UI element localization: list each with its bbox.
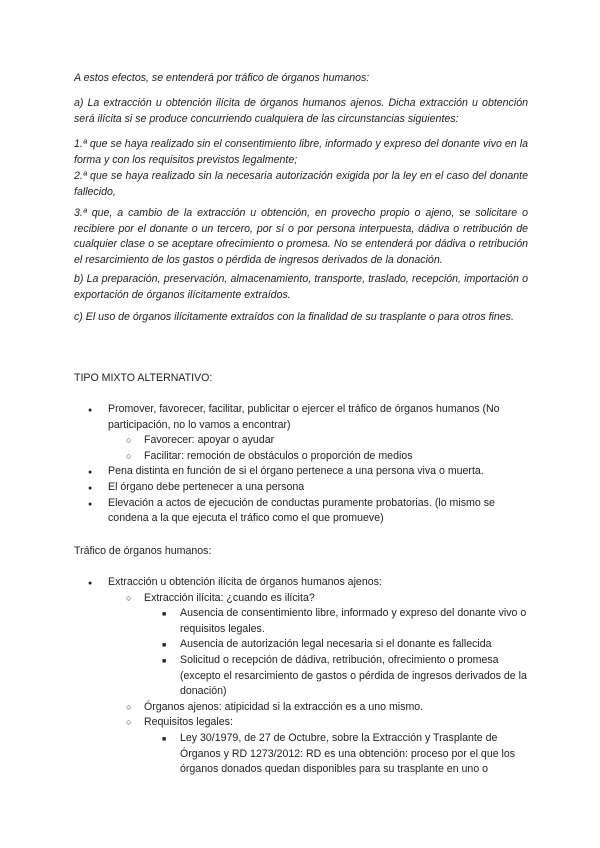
list-item xyxy=(74,591,528,607)
bullet-square-icon xyxy=(162,637,166,654)
list-item xyxy=(74,449,528,465)
list-item xyxy=(74,731,528,778)
bullet-disc-icon xyxy=(88,480,92,497)
intro-paragraph: A estos efectos, se entenderá por tráfico de órganos humanos: xyxy=(74,72,370,84)
paragraph-a1: 1.ª que se haya realizado sin el consentimiento libre, informado y expreso del donante vivo en la forma y con los requisitos previstos legalmente; xyxy=(74,138,528,166)
list-item-text: Órganos ajenos: atipicidad si la extracción es a uno mismo. xyxy=(144,700,424,713)
list-item-text: Ausencia de consentimiento libre, informado y expreso del donante vivo o requisitos legales. xyxy=(180,607,527,635)
list-item-text: Promover, favorecer, facilitar, publicitar o ejercer el tráfico de órganos humanos (No participación, no lo vamos a encontrar) xyxy=(108,403,500,431)
list-item xyxy=(74,433,528,449)
bullet-circle-icon xyxy=(126,700,131,716)
paragraph-c: c) El uso de órganos ilícitamente extraídos con la finalidad de su trasplante o para otros fines. xyxy=(74,311,514,323)
bullet-square-icon xyxy=(162,653,166,670)
bullet-disc-icon xyxy=(88,464,92,481)
list-item-text: Pena distinta en función de si el órgano pertenece a una persona viva o muerta. xyxy=(108,465,484,478)
bullet-disc-icon xyxy=(88,402,92,419)
trafico-heading: Tráfico de órganos humanos: xyxy=(74,545,212,557)
list-item-text: Extracción ilícita: ¿cuando es ilícita? xyxy=(144,591,315,604)
list-item xyxy=(74,606,528,637)
list-item-text: Solicitud o recepción de dádiva, retribución, ofrecimiento o promesa (excepto el resarcimiento de gastos o pérdida de ingresos derivados de la donación) xyxy=(180,653,527,698)
list-item xyxy=(74,700,528,716)
bullet-circle-icon xyxy=(126,449,131,465)
list-item-text: Ausencia de autorización legal necesaria si el donante es fallecida xyxy=(180,638,492,651)
paragraph-a: a) La extracción u obtención ilícita de órganos humanos ajenos. Dicha extracción u obtención será ilícita si se produce concurriendo cualquiera de las circunstancias siguientes: xyxy=(74,97,528,125)
list-item xyxy=(74,653,528,700)
bullet-square-icon xyxy=(162,731,166,748)
paragraph-a3: 3.ª que, a cambio de la extracción u obtención, en provecho propio o ajeno, se solicitare o recibiere por el donante o un tercero, por sí o por persona interpuesta, dádiva o retribución de cualquier clase o se aceptare ofrecimiento o promesa. No se entenderá por dádiva o retribución el resarcimiento de los gastos o pérdida de ingresos derivados de la donación. xyxy=(74,207,528,266)
list-item xyxy=(74,402,528,433)
list-item-text: Facilitar: remoción de obstáculos o proporción de medios xyxy=(144,449,413,462)
tipo-mixto-heading: TIPO MIXTO ALTERNATIVO: xyxy=(74,372,213,384)
list-item xyxy=(74,637,528,653)
list-item-text: Elevación a actos de ejecución de conductas puramente probatorias. (lo mismo se condena a la que ejecuta el tráfico como el que promueve) xyxy=(108,496,495,525)
paragraph-a2: 2.ª que se haya realizado sin la necesaria autorización exigida por la ley en el caso del donante fallecido, xyxy=(74,170,528,198)
bullet-circle-icon xyxy=(126,433,131,449)
list-item xyxy=(74,575,528,591)
list-item-text: Favorecer: apoyar o ayudar xyxy=(144,434,275,447)
list-item-text: Requisitos legales: xyxy=(144,716,233,729)
bullet-circle-icon xyxy=(126,715,131,731)
bullet-disc-icon xyxy=(88,496,92,513)
list-item xyxy=(74,464,528,480)
list-item xyxy=(74,496,528,527)
trafico-list xyxy=(74,575,528,778)
tipo-mixto-list xyxy=(74,402,528,527)
bullet-disc-icon xyxy=(88,575,92,592)
bullet-square-icon xyxy=(162,606,166,623)
list-item xyxy=(74,715,528,731)
list-item-text: Extracción u obtención ilícita de órganos humanos ajenos: xyxy=(108,576,382,588)
list-item xyxy=(74,480,528,496)
paragraph-b: b) La preparación, preservación, almacenamiento, transporte, traslado, recepción, importación o exportación de órganos ilícitamente extraídos. xyxy=(74,273,528,301)
list-item-text: El órgano debe pertenecer a una persona xyxy=(108,480,305,493)
bullet-circle-icon xyxy=(126,591,131,607)
list-item-text: Ley 30/1979, de 27 de Octubre, sobre la Extracción y Trasplante de Órganos y RD 1273/2012: RD es una obtención: proceso por el que los órganos donados quedan disponibles para su trasplante en uno o xyxy=(180,731,516,776)
